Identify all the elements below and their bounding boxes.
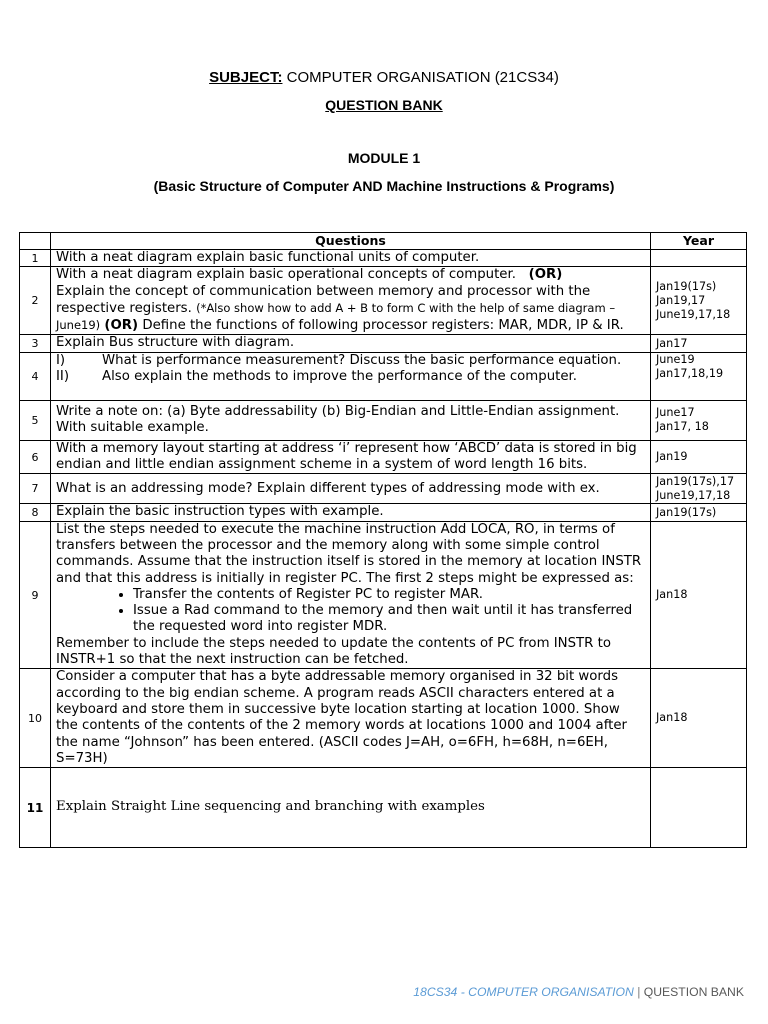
list-item: • Transfer the contents of Register PC to register MAR. xyxy=(133,587,645,603)
question-text: With a memory layout starting at address ‘i’ represent how ‘ABCD’ data is stored in big endian and little endian assignment scheme in a system of word length 16 bits. xyxy=(51,440,651,474)
sub-question-text: Also explain the methods to improve the performance of the computer. xyxy=(102,369,577,385)
page-footer xyxy=(413,985,744,999)
question-text: Consider a computer that has a byte addressable memory organised in 32 bit words according to the big endian scheme. A program reads ASCII characters entered at a keyboard and store them in successive byte location starting at location 1000. Show the contents of the contents of the 2 memory words at locations 1000 and 1004 after the name “Johnson” has been entered. (ASCII codes J=AH, o=6FH, h=68H, n=6EH, S=73H) xyxy=(51,669,651,768)
year-entry: June17 xyxy=(656,406,695,420)
table-row xyxy=(20,250,747,267)
question-part-a: With a neat diagram explain basic operational concepts of computer. xyxy=(56,267,516,283)
list-item: • Issue a Rad command to the memory and then wait until it has transferred the requested word into register MDR. xyxy=(133,603,645,636)
question-number: 9 xyxy=(20,521,51,669)
question-number: 2 xyxy=(20,267,51,335)
header-questions: Questions xyxy=(51,233,651,250)
question-number: 5 xyxy=(20,400,51,440)
question-number: 8 xyxy=(20,504,51,521)
question-years xyxy=(651,504,747,521)
question-text: Write a note on: (a) Byte addressability (b) Big-Endian and Little-Endian assignment. With suitable example. xyxy=(51,400,651,440)
question-number: 1 xyxy=(20,250,51,267)
subject-label: SUBJECT: xyxy=(209,69,283,86)
question-years xyxy=(651,669,747,768)
table-row xyxy=(20,474,747,504)
question-years xyxy=(651,335,747,352)
sub-question xyxy=(56,353,645,369)
page-title: QUESTION BANK xyxy=(325,97,443,113)
question-text: What is an addressing mode? Explain different types of addressing mode with ex. xyxy=(51,474,651,504)
question-years xyxy=(651,440,747,474)
question-body: List the steps needed to execute the machine instruction Add LOCA, RO, in terms of transfers between the processor and the memory along with some simple control commands. Assume that the instruction itself is stored in the memory at location INSTR and that this address is initially in register PC. The first 2 steps might be expressed as: xyxy=(56,521,642,586)
question-text: Explain Bus structure with diagram. xyxy=(51,335,651,352)
question-number: 7 xyxy=(20,474,51,504)
question-text: Explain the basic instruction types with example. xyxy=(51,504,651,521)
question-number: 4 xyxy=(20,352,51,400)
year-entry: Jan17 xyxy=(656,336,688,350)
question-text: With a neat diagram explain basic functional units of computer. xyxy=(51,250,651,267)
year-entry: Jan17,18,19 xyxy=(656,366,724,380)
footer-course: 18CS34 - COMPUTER ORGANISATION xyxy=(413,985,634,999)
table-row xyxy=(20,267,747,335)
year-entry: June19 xyxy=(656,352,695,366)
bullet-list xyxy=(56,587,645,636)
year-entry: Jan19(17s) xyxy=(656,505,717,519)
question-table xyxy=(19,232,747,848)
table-row xyxy=(20,352,747,400)
year-entry: Jan19(17s),17 xyxy=(656,474,735,488)
question-years xyxy=(651,400,747,440)
or-separator: (OR) xyxy=(104,318,139,334)
sub-question-text: What is performance measurement? Discuss the basic performance equation. xyxy=(102,352,622,368)
question-text: Explain Straight Line sequencing and branching with examples xyxy=(51,768,651,848)
table-row xyxy=(20,335,747,352)
question-years xyxy=(651,521,747,669)
year-entry: June19,17,18 xyxy=(656,488,731,502)
question-years xyxy=(651,267,747,335)
question-text xyxy=(51,267,651,335)
year-entry: Jan17, 18 xyxy=(656,420,709,434)
footer-separator: | xyxy=(637,985,641,999)
question-number: 11 xyxy=(20,768,51,848)
table-header-row xyxy=(20,233,747,250)
year-entry: Jan19,17 xyxy=(656,293,706,307)
question-part-c: Define the functions of following processor registers: MAR, MDR, IP & IR. xyxy=(142,318,624,334)
question-years xyxy=(651,768,747,848)
sub-question xyxy=(56,369,645,385)
question-text xyxy=(51,521,651,669)
question-number: 3 xyxy=(20,335,51,352)
footer-title: QUESTION BANK xyxy=(643,985,744,999)
table-row xyxy=(20,669,747,768)
year-entry: Jan18 xyxy=(656,588,688,601)
subject-line xyxy=(0,69,768,86)
question-years xyxy=(651,352,747,400)
header-year: Year xyxy=(651,233,747,250)
question-footer-text: Remember to include the steps needed to update the contents of PC from INSTR to INSTR+1 so that the next instruction can be fetched. xyxy=(56,635,611,668)
table-row xyxy=(20,400,747,440)
or-separator: (OR) xyxy=(528,267,563,283)
year-entry: Jan19 xyxy=(656,450,688,464)
year-entry: Jan18 xyxy=(656,711,688,725)
question-part-b: Explain the concept of communication between memory and processor with the respective registers. xyxy=(56,283,591,316)
table-row xyxy=(20,440,747,474)
year-entry: June19,17,18 xyxy=(656,307,731,321)
question-text xyxy=(51,352,651,400)
sub-question-label: I) xyxy=(56,352,66,368)
table-row xyxy=(20,504,747,521)
table-row xyxy=(20,768,747,848)
table-row xyxy=(20,521,747,669)
module-topic: (Basic Structure of Computer AND Machine Instructions & Programs) xyxy=(153,178,615,194)
subject-value: COMPUTER ORGANISATION (21CS34) xyxy=(286,69,559,86)
question-note: (*Also show how to add A + B to form C with the help of same diagram – June19) xyxy=(56,300,616,333)
sub-question-label: II) xyxy=(56,369,70,385)
question-years xyxy=(651,474,747,504)
module-heading: MODULE 1 xyxy=(347,150,421,166)
year-entry: Jan19(17s) xyxy=(656,279,717,293)
header-num-cell xyxy=(20,233,51,250)
question-number: 10 xyxy=(20,669,51,768)
question-number: 6 xyxy=(20,440,51,474)
question-years xyxy=(651,250,747,267)
